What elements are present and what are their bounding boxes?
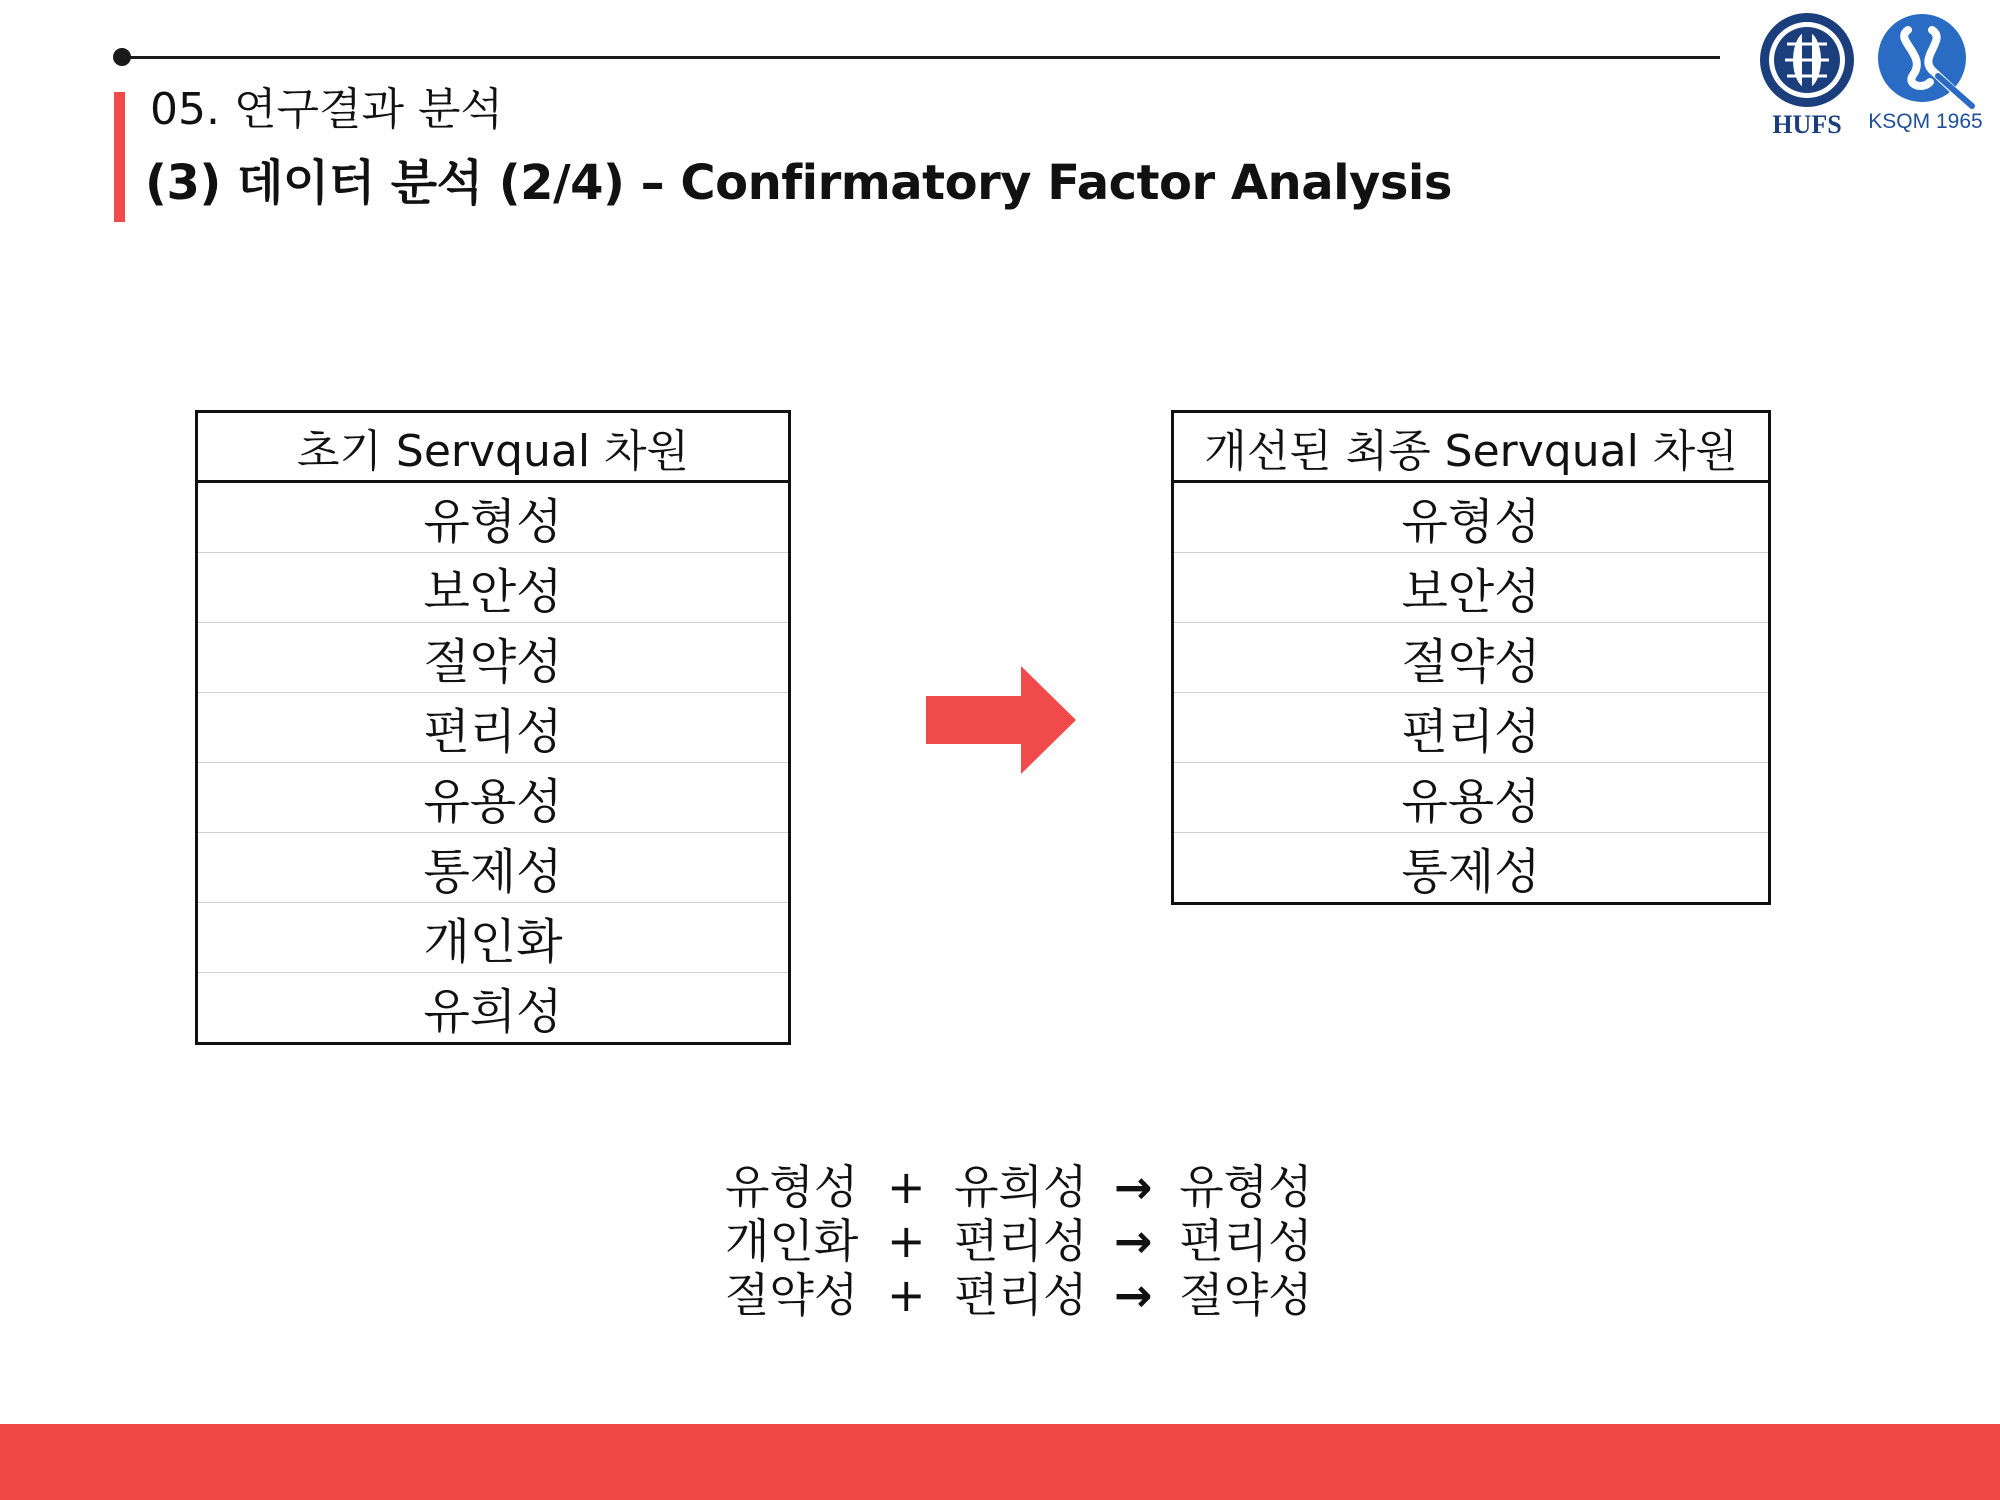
table-row bbox=[1173, 553, 1770, 623]
initial-table-header: 초기 Servqual 차원 bbox=[197, 412, 790, 482]
table-cell: 통제성 bbox=[197, 833, 790, 903]
plus-sign: + bbox=[886, 1160, 926, 1214]
section-label: 05. 연구결과 분석 bbox=[150, 84, 503, 135]
table-cell: 통제성 bbox=[1173, 833, 1770, 904]
table-cell: 유용성 bbox=[1173, 763, 1770, 833]
table-row bbox=[1173, 833, 1770, 904]
table-row bbox=[1173, 623, 1770, 693]
ksqm-logo-text: KSQM 1965 bbox=[1868, 110, 1983, 133]
merge-source-a: 절약성 bbox=[725, 1268, 859, 1322]
hufs-logo bbox=[1755, 10, 1859, 145]
plus-sign: + bbox=[886, 1214, 926, 1268]
table-row bbox=[197, 833, 790, 903]
arrow-icon: → bbox=[1114, 1160, 1153, 1214]
table-row bbox=[1173, 693, 1770, 763]
arrow-icon: → bbox=[1114, 1268, 1153, 1322]
table-cell: 개인화 bbox=[197, 903, 790, 973]
final-table-header: 개선된 최종 Servqual 차원 bbox=[1173, 412, 1770, 482]
table-row bbox=[197, 693, 790, 763]
table-cell: 유희성 bbox=[197, 973, 790, 1044]
table-row bbox=[1173, 763, 1770, 833]
merge-rule bbox=[725, 1268, 1545, 1322]
hufs-seal-icon bbox=[1755, 10, 1859, 110]
table-row bbox=[197, 973, 790, 1044]
table-cell: 편리성 bbox=[197, 693, 790, 763]
ksqm-logo bbox=[1868, 10, 1983, 145]
table-cell: 절약성 bbox=[197, 623, 790, 693]
merge-result: 유형성 bbox=[1179, 1160, 1313, 1214]
merge-source-b: 유희성 bbox=[954, 1160, 1088, 1214]
merge-source-a: 유형성 bbox=[725, 1160, 859, 1214]
ksqm-emblem-icon bbox=[1868, 10, 1983, 110]
merge-source-a: 개인화 bbox=[725, 1214, 859, 1268]
merge-result: 편리성 bbox=[1179, 1214, 1313, 1268]
header-rule-dot bbox=[113, 48, 131, 66]
table-cell: 보안성 bbox=[197, 553, 790, 623]
arrow-icon: → bbox=[1114, 1214, 1153, 1268]
merge-source-b: 편리성 bbox=[954, 1268, 1088, 1322]
table-cell: 유형성 bbox=[1401, 494, 1541, 550]
initial-dimensions-table bbox=[195, 410, 791, 1045]
table-cell: 유형성 bbox=[423, 494, 563, 550]
table-row bbox=[197, 623, 790, 693]
merge-rule bbox=[725, 1214, 1545, 1268]
merge-rule bbox=[725, 1160, 1545, 1214]
final-dimensions-table bbox=[1171, 410, 1771, 905]
table-cell: 절약성 bbox=[1173, 623, 1770, 693]
table-row bbox=[197, 482, 790, 553]
merge-result: 절약성 bbox=[1179, 1268, 1313, 1322]
plus-sign: + bbox=[886, 1268, 926, 1322]
right-arrow-icon bbox=[926, 666, 1076, 774]
title-accent-bar bbox=[114, 92, 125, 222]
header-rule bbox=[122, 56, 1720, 59]
footer-bar bbox=[0, 1424, 2000, 1500]
table-cell: 편리성 bbox=[1173, 693, 1770, 763]
table-row bbox=[1173, 482, 1770, 553]
table-row bbox=[197, 903, 790, 973]
table-cell: 보안성 bbox=[1173, 553, 1770, 623]
hufs-logo-text: HUFS bbox=[1772, 110, 1842, 139]
table-cell: 유용성 bbox=[197, 763, 790, 833]
table-row bbox=[197, 553, 790, 623]
table-row bbox=[197, 763, 790, 833]
merge-notes bbox=[725, 1160, 1545, 1322]
slide-title: (3) 데이터 분석 (2/4) – Confirmatory Factor Analysis bbox=[145, 155, 1452, 211]
merge-source-b: 편리성 bbox=[954, 1214, 1088, 1268]
